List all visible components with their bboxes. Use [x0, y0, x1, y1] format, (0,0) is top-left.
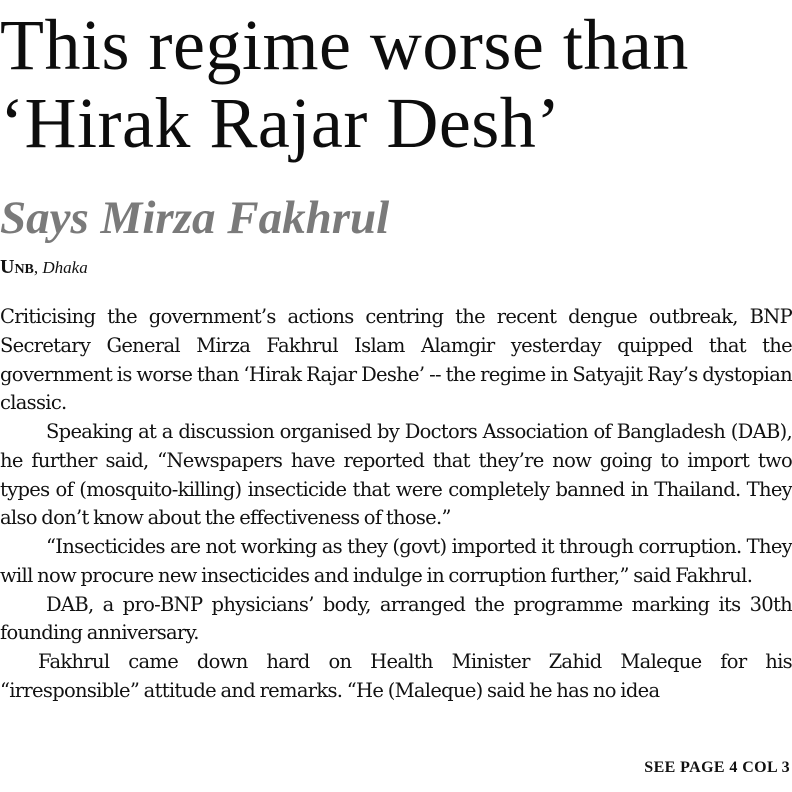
byline	[0, 256, 88, 279]
article-paragraph-2: Speaking at a discussion organised by Doctors Association of Bangladesh (DAB), he further said, “Newspapers have reported that they’re now going to import two types of (mosquito-killing) insecticide that were completely banned in Thailand. They also don’t know about the effectiveness of those.”	[0, 420, 792, 530]
subheadline: Says Mirza Fakhrul	[0, 192, 390, 244]
continued-on-page-note: SEE PAGE 4 COL 3	[644, 759, 790, 776]
article-body	[0, 303, 792, 706]
article-paragraph-4: DAB, a pro-BNP physicians’ body, arranged the programme marking its 30th founding anniversary.	[0, 592, 792, 645]
headline	[0, 6, 792, 162]
byline-place: Dhaka	[42, 258, 88, 277]
article-paragraph-3: “Insecticides are not working as they (govt) imported it through corruption. They will now procure new insecticides and indulge in corruption further,” said Fakhrul.	[0, 535, 792, 587]
byline-agency: Unb	[0, 256, 34, 278]
headline-line-1: This regime worse than	[0, 5, 689, 85]
article-paragraph-5: Fakhrul came down hard on Health Minister Zahid Maleque for his “irresponsible” attitude and remarks. “He (Maleque) said he has no idea	[0, 650, 792, 702]
byline-separator: ,	[33, 258, 43, 277]
headline-line-2: ‘Hirak Rajar Desh’	[0, 83, 561, 163]
article-paragraph-1: Criticising the government’s actions centring the recent dengue outbreak, BNP Secretary General Mirza Fakhrul Islam Alamgir yesterday quipped that the government is worse than ‘Hirak Rajar Deshe’ -- the regime in Satyajit Ray’s dystopian classic.	[0, 305, 792, 415]
